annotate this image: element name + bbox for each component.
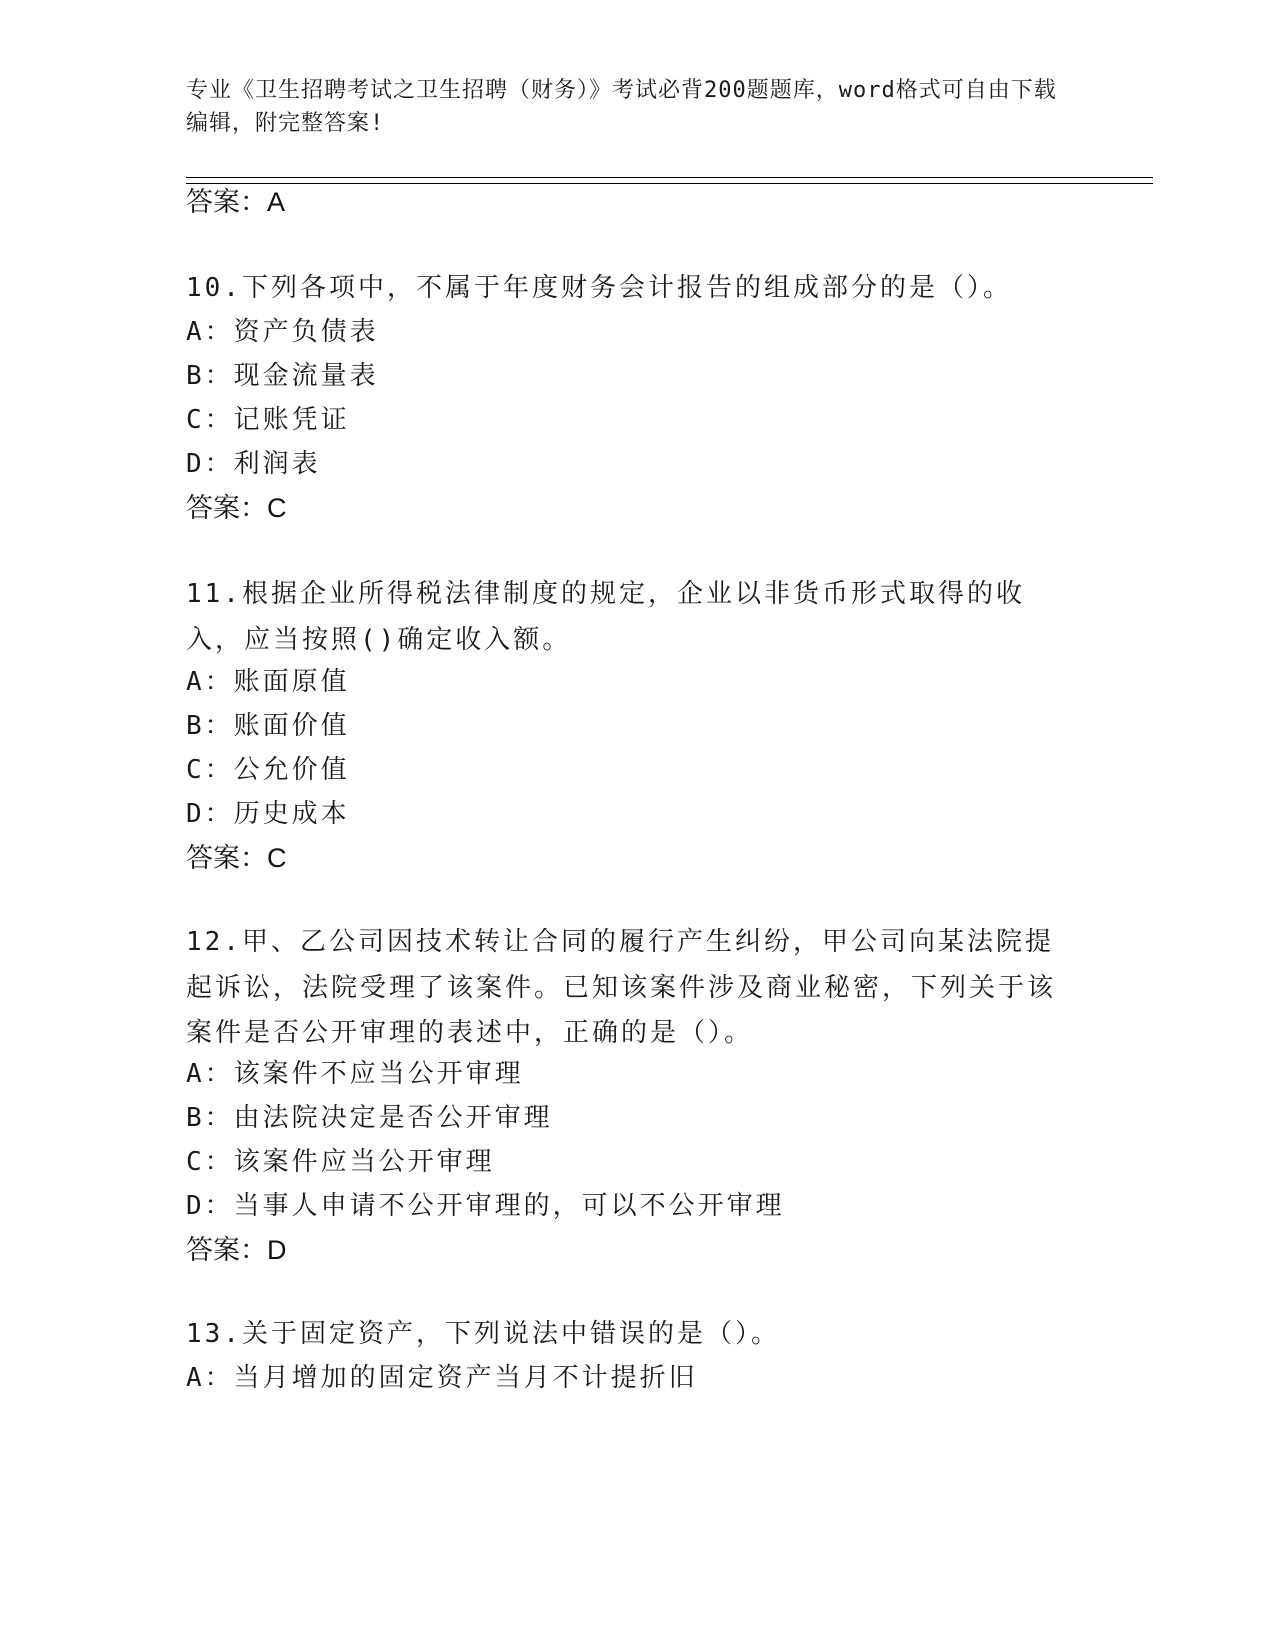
question-10-option-d: D：利润表 — [186, 449, 321, 479]
header-divider-top — [186, 177, 1153, 178]
question-10-answer: 答案：C — [186, 493, 287, 523]
question-13-stem: 13.关于固定资产，下列说法中错误的是（）。 — [186, 1319, 780, 1349]
question-12-option-c: C：该案件应当公开审理 — [186, 1147, 495, 1177]
question-11-option-a: A：账面原值 — [186, 667, 350, 697]
question-13-option-a: A：当月增加的固定资产当月不计提折旧 — [186, 1363, 698, 1393]
question-12-option-b: B：由法院决定是否公开审理 — [186, 1103, 553, 1133]
question-12-answer: 答案：D — [186, 1235, 287, 1265]
question-12-option-a: A：该案件不应当公开审理 — [186, 1059, 524, 1089]
question-11-answer: 答案：C — [186, 843, 287, 873]
question-10-option-a: A：资产负债表 — [186, 317, 379, 347]
question-10-stem: 10.下列各项中，不属于年度财务会计报告的组成部分的是（）。 — [186, 273, 1012, 303]
previous-answer: 答案：A — [186, 187, 286, 217]
question-12-stem: 12.甲、乙公司因技术转让合同的履行产生纠纷，甲公司向某法院提起诉讼，法院受理了该案件。已知该案件涉及商业秘密，下列关于该案件是否公开审理的表述中，正确的是（）。 — [186, 927, 1057, 1048]
question-10-option-c: C：记账凭证 — [186, 405, 350, 435]
question-10-option-b: B：现金流量表 — [186, 361, 379, 391]
header-divider-bottom — [186, 183, 1153, 184]
document-header: 专业《卫生招聘考试之卫生招聘（财务）》考试必背200题题库，word格式可自由下载编辑，附完整答案! — [186, 78, 1057, 136]
question-12-option-d: D：当事人申请不公开审理的，可以不公开审理 — [186, 1191, 785, 1221]
question-11-option-b: B：账面价值 — [186, 711, 350, 741]
question-11-stem: 11.根据企业所得税法律制度的规定，企业以非货币形式取得的收入，应当按照()确定收入额。 — [186, 579, 1025, 655]
question-11-option-d: D：历史成本 — [186, 799, 350, 829]
question-11-option-c: C：公允价值 — [186, 755, 350, 785]
